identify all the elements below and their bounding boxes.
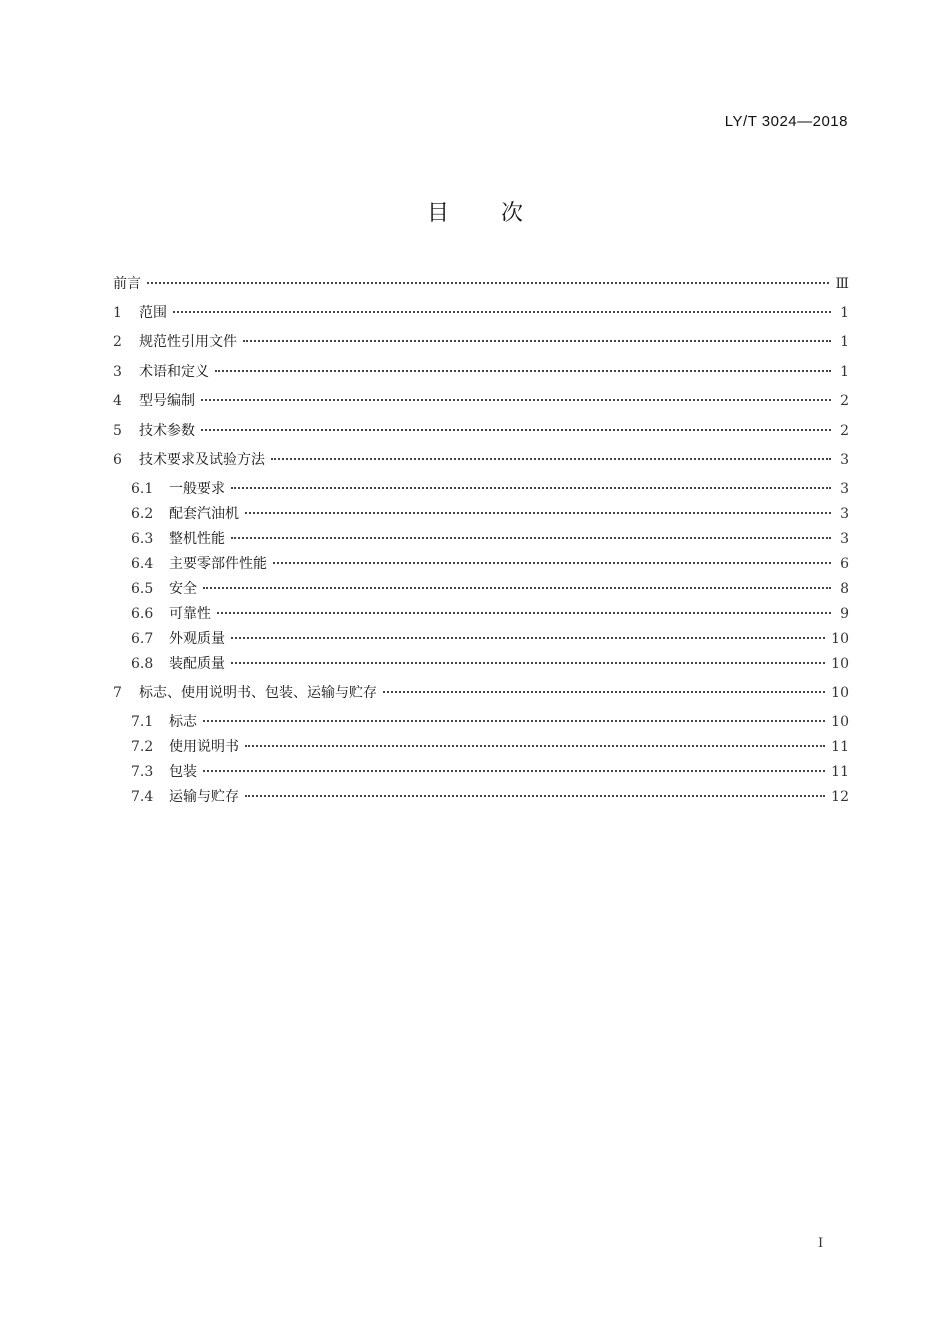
dot-leader <box>203 770 825 772</box>
toc-entry-title: 技术参数 <box>139 423 195 439</box>
toc-entry-page: 3 <box>840 531 849 547</box>
dot-leader <box>217 612 831 614</box>
dot-leader <box>245 795 825 797</box>
toc-entry-title: 技术要求及试验方法 <box>139 452 265 468</box>
toc-entry-number: 5 <box>113 423 122 439</box>
dot-leader <box>201 399 831 401</box>
standard-number: LY/T 3024—2018 <box>724 113 848 130</box>
toc-entry[interactable] <box>131 761 849 783</box>
toc-entry-page: 1 <box>840 364 849 380</box>
toc-entry-number: 6.5 <box>131 581 154 597</box>
toc-entry[interactable] <box>113 682 849 704</box>
toc-entry-title: 包装 <box>169 764 197 780</box>
toc-entry[interactable] <box>131 711 849 733</box>
toc-entry[interactable] <box>131 503 849 525</box>
toc-entry-title: 装配质量 <box>169 656 225 672</box>
toc-entry[interactable] <box>113 449 849 471</box>
toc-entry-page: 1 <box>840 305 849 321</box>
toc-entry-title: 一般要求 <box>169 481 225 497</box>
toc-entry-number: 4 <box>113 393 122 409</box>
toc-entry-number: 6.1 <box>131 481 154 497</box>
toc-entry-title: 使用说明书 <box>169 739 239 755</box>
toc-entry-number: 7.3 <box>131 764 154 780</box>
toc-entry[interactable] <box>113 390 849 412</box>
toc-entry-title: 外观质量 <box>169 631 225 647</box>
toc-entry[interactable] <box>113 273 849 295</box>
toc-entry-title: 可靠性 <box>169 606 211 622</box>
page-number: Ⅰ <box>818 1236 824 1251</box>
dot-leader <box>215 370 831 372</box>
toc-entry[interactable] <box>131 578 849 600</box>
toc-entry[interactable] <box>131 478 849 500</box>
toc-entry-page: 9 <box>840 606 849 622</box>
toc-entry-number: 1 <box>113 305 122 321</box>
toc-entry-number: 6 <box>113 452 122 468</box>
dot-leader <box>231 537 831 539</box>
toc-entry-number: 6.6 <box>131 606 154 622</box>
toc-entry-page: 3 <box>840 481 849 497</box>
toc-entry[interactable] <box>131 736 849 758</box>
toc-entry[interactable] <box>113 331 849 353</box>
toc-entry[interactable] <box>113 420 849 442</box>
toc-entry-page: 1 <box>840 334 849 350</box>
toc-entry-number: 2 <box>113 334 122 350</box>
toc-entry-number: 6.2 <box>131 506 154 522</box>
dot-leader <box>203 587 831 589</box>
toc-entry-number: 6.7 <box>131 631 154 647</box>
toc-entry-page: Ⅲ <box>835 276 849 292</box>
dot-leader <box>245 745 825 747</box>
toc-entry-page: 3 <box>840 506 849 522</box>
toc-entry-number: 6.4 <box>131 556 154 572</box>
toc-entry-title: 标志、使用说明书、包装、运输与贮存 <box>139 685 377 701</box>
toc-entry-title: 主要零部件性能 <box>169 556 267 572</box>
toc-entry-page: 2 <box>840 393 849 409</box>
toc-entry-title: 运输与贮存 <box>169 789 239 805</box>
dot-leader <box>243 340 831 342</box>
toc-entry-page: 10 <box>831 656 849 672</box>
toc-entry-page: 10 <box>831 631 849 647</box>
toc-entry-page: 2 <box>840 423 849 439</box>
toc-entry-page: 12 <box>831 789 849 805</box>
toc-entry-page: 10 <box>831 685 849 701</box>
toc-entry[interactable] <box>131 786 849 808</box>
dot-leader <box>245 512 831 514</box>
dot-leader <box>383 691 825 693</box>
toc-entry-number: 7.2 <box>131 739 154 755</box>
page-title: 目次 <box>426 201 575 226</box>
toc-entry-title: 术语和定义 <box>139 364 209 380</box>
dot-leader <box>231 637 825 639</box>
toc-entry-number: 7 <box>113 685 122 701</box>
toc-entry-title: 前言 <box>113 276 141 292</box>
toc-entry-number: 6.3 <box>131 531 154 547</box>
toc-entry-title: 规范性引用文件 <box>139 334 237 350</box>
toc-entry-number: 6.8 <box>131 656 154 672</box>
toc-entry-number: 7.4 <box>131 789 154 805</box>
toc-entry-page: 6 <box>840 556 849 572</box>
toc-entry-title: 安全 <box>169 581 197 597</box>
dot-leader <box>231 662 825 664</box>
toc-entry[interactable] <box>131 528 849 550</box>
toc-entry-title: 整机性能 <box>169 531 225 547</box>
toc-entry-page: 3 <box>840 452 849 468</box>
dot-leader <box>173 311 831 313</box>
toc-entry[interactable] <box>113 361 849 383</box>
toc-entry-title: 配套汽油机 <box>169 506 239 522</box>
toc-entry-title: 标志 <box>169 714 197 730</box>
toc-entry-title: 型号编制 <box>139 393 195 409</box>
toc-entry-number: 7.1 <box>131 714 154 730</box>
toc-entry[interactable] <box>131 603 849 625</box>
toc-entry[interactable] <box>131 628 849 650</box>
toc-entry-number: 3 <box>113 364 122 380</box>
dot-leader <box>147 282 829 284</box>
toc-entry[interactable] <box>131 653 849 675</box>
dot-leader <box>201 429 831 431</box>
toc-entry[interactable] <box>113 302 849 324</box>
dot-leader <box>203 720 825 722</box>
dot-leader <box>273 562 831 564</box>
toc-entry[interactable] <box>131 553 849 575</box>
toc-entry-page: 8 <box>840 581 849 597</box>
toc-entry-page: 11 <box>831 739 849 755</box>
toc-entry-page: 10 <box>831 714 849 730</box>
dot-leader <box>231 487 831 489</box>
toc-entry-title: 范围 <box>139 305 167 321</box>
dot-leader <box>271 458 831 460</box>
toc-entry-page: 11 <box>831 764 849 780</box>
